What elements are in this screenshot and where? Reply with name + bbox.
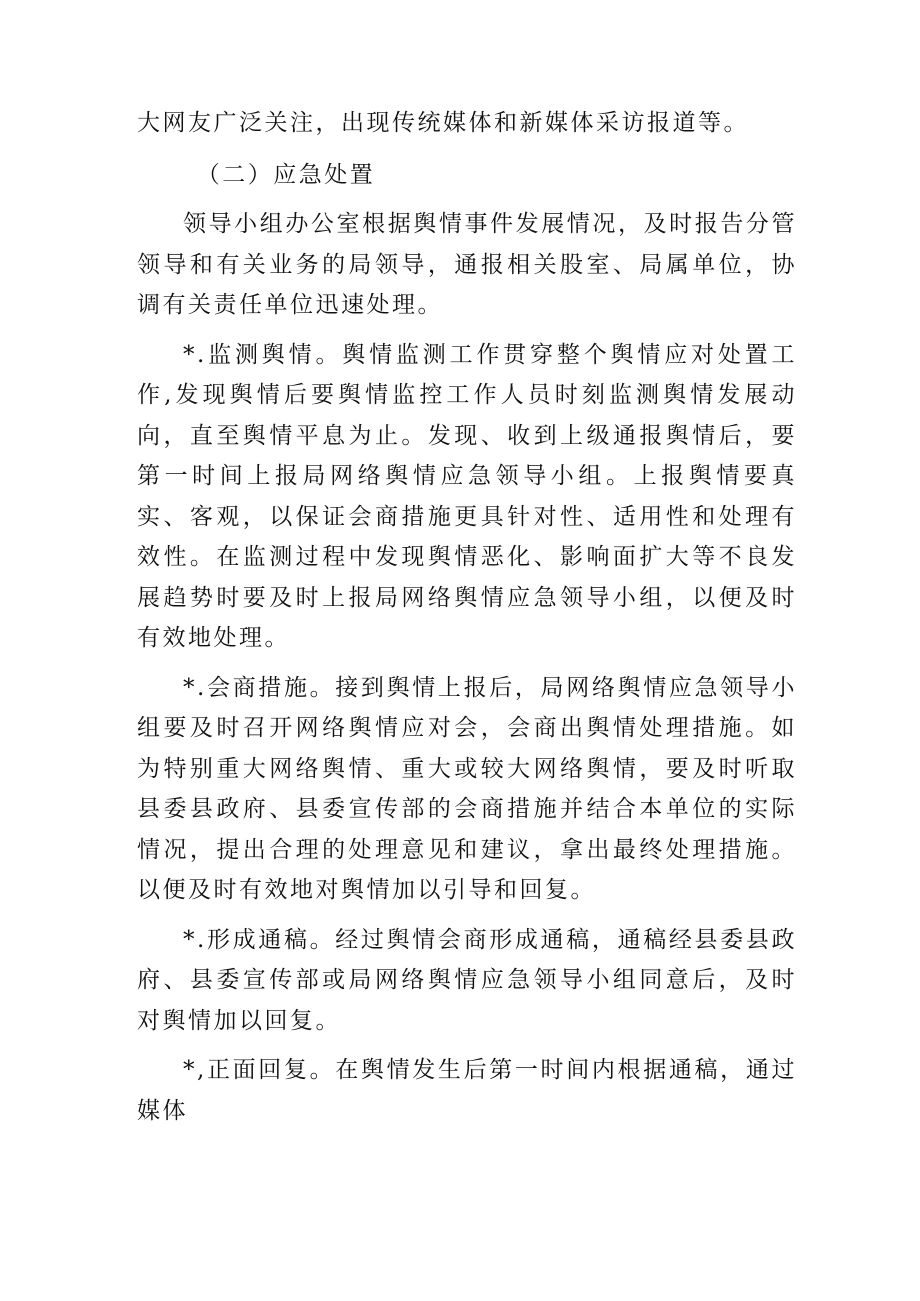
section-heading-emergency-response: （二）应急处置 xyxy=(196,161,376,188)
paragraph-office-report: 领导小组办公室根据舆情事件发展情况，及时报告分管领导和有关业务的局领导，通报相关股室、局属单位，协调有关责任单位迅速处理。 xyxy=(137,211,797,318)
paragraph-positive-reply: *,正面回复。在舆情发生后第一时间内根据通稿，通过媒体 xyxy=(137,1057,797,1124)
paragraph-draft-statement: *.形成通稿。经过舆情会商形成通稿，通稿经县委县政府、县委宣传部或局网络舆情应急领导小组同意后，及时对舆情加以回复。 xyxy=(137,926,797,1034)
paragraph-monitor-opinion: *.监测舆情。舆情监测工作贯穿整个舆情应对处置工作,发现舆情后要舆情监控工作人员时刻监测舆情发展动向，直至舆情平息为止。发现、收到上级通报舆情后，要第一时间上报局网络舆情应急领导小组。上报舆情要真实、客观，以保证会商措施更具针对性、适用性和处理有效性。在监测过程中发现舆情恶化、影响面扩大等不良发展趋势时要及时上报局网络舆情应急领导小组，以便及时有效地处理。 xyxy=(137,341,797,651)
paragraph-consult-measures: *.会商措施。接到舆情上报后，局网络舆情应急领导小组要及时召开网络舆情应对会，会商出舆情处理措施。如为特别重大网络舆情、重大或较大网络舆情，要及时听取县委县政府、县委宣传部的会商措施并结合本单位的实际情况，提出合理的处理意见和建议，拿出最终处理措施。以便及时有效地对舆情加以引导和回复。 xyxy=(137,674,797,903)
paragraph-continuation: 大网友广泛关注，出现传统媒体和新媒体采访报道等。 xyxy=(137,110,749,136)
document-body xyxy=(137,103,797,1131)
